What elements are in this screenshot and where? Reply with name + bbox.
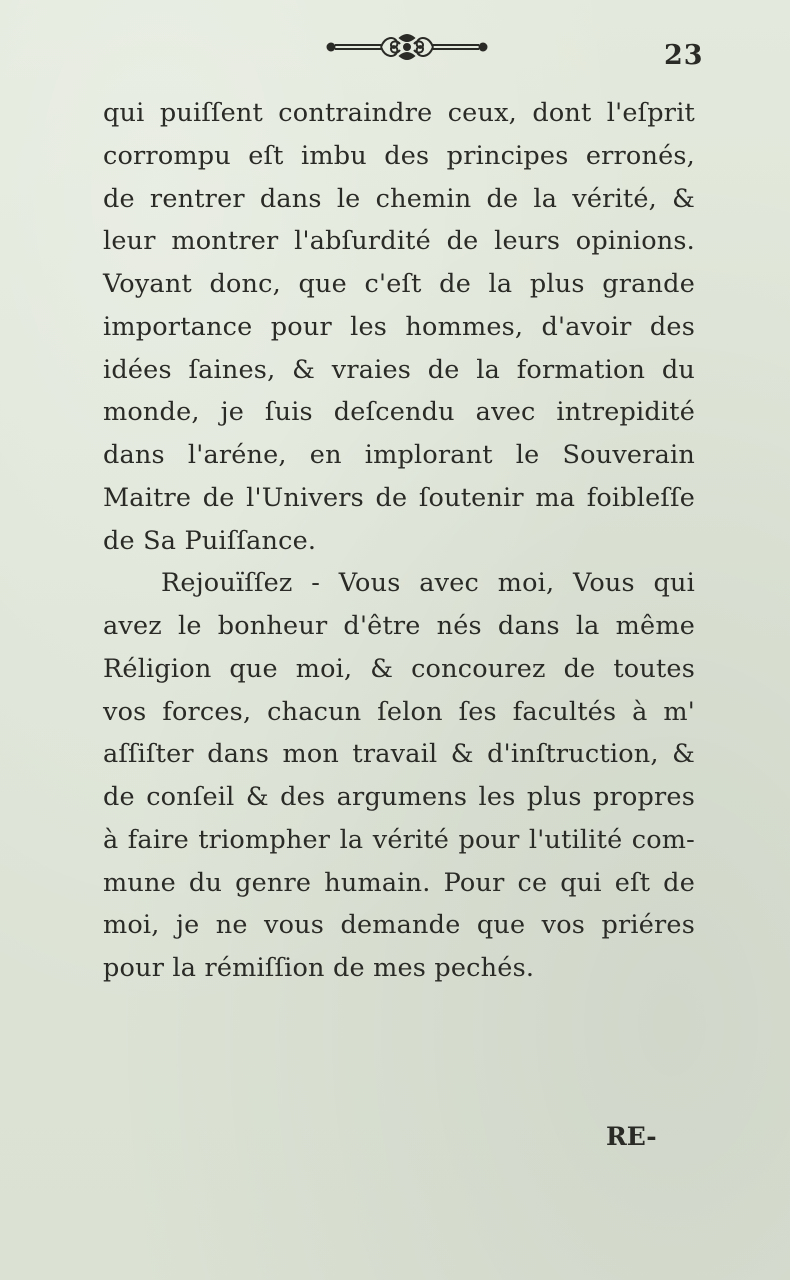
paragraph-2 — [103, 562, 695, 990]
text-line: Maitre de l'Univers de ſoutenir ma foibleſſe — [103, 482, 695, 513]
paragraph-1 — [103, 92, 695, 562]
text-line: corrompu eſt imbu des principes erronés, — [103, 140, 695, 171]
text-line: Réligion que moi, & concourez de toutes — [103, 653, 695, 684]
text-line: idées ſaines, & vraies de la formation du — [103, 354, 695, 385]
text-line: de Sa Puiſſance. — [103, 525, 317, 556]
text-line: avez le bonheur d'être nés dans la même — [103, 611, 695, 641]
text-line: mune du genre humain. Pour ce qui eſt de — [103, 867, 695, 898]
text-line: importance pour les hommes, d'avoir des — [103, 311, 695, 342]
text-line: vos forces, chacun ſelon ſes facultés à m' — [103, 696, 695, 727]
text-line: aſſiſter dans mon travail & d'inſtruction, & — [103, 739, 695, 770]
text-line: à faire triompher la vérité pour l'utilité com- — [103, 824, 695, 855]
text-line: leur montrer l'abſurdité de leurs opinions. — [103, 226, 695, 257]
decorative-headpiece-icon — [325, 28, 490, 66]
text-line: qui puiſſent contraindre ceux, dont l'eſprit — [103, 98, 695, 128]
text-line: monde, je ſuis deſcendu avec intrepidité — [103, 397, 695, 428]
text-line: moi, je ne vous demande que vos priéres — [103, 910, 695, 941]
text-line: Rejouïſſez - Vous avec moi, Vous qui — [161, 568, 695, 599]
text-line: dans l'aréne, en implorant le Souverain — [103, 440, 695, 470]
text-line: de conſeil & des argumens les plus propres — [103, 782, 695, 812]
page-number: 23 — [664, 40, 704, 71]
body-text — [103, 92, 695, 990]
text-line: pour la rémiſſion de mes pechés. — [103, 953, 535, 983]
text-line: Voyant donc, que c'eſt de la plus grande — [103, 269, 695, 299]
catchword: RE- — [606, 1122, 657, 1151]
text-line: de rentrer dans le chemin de la vérité, & — [103, 183, 695, 214]
